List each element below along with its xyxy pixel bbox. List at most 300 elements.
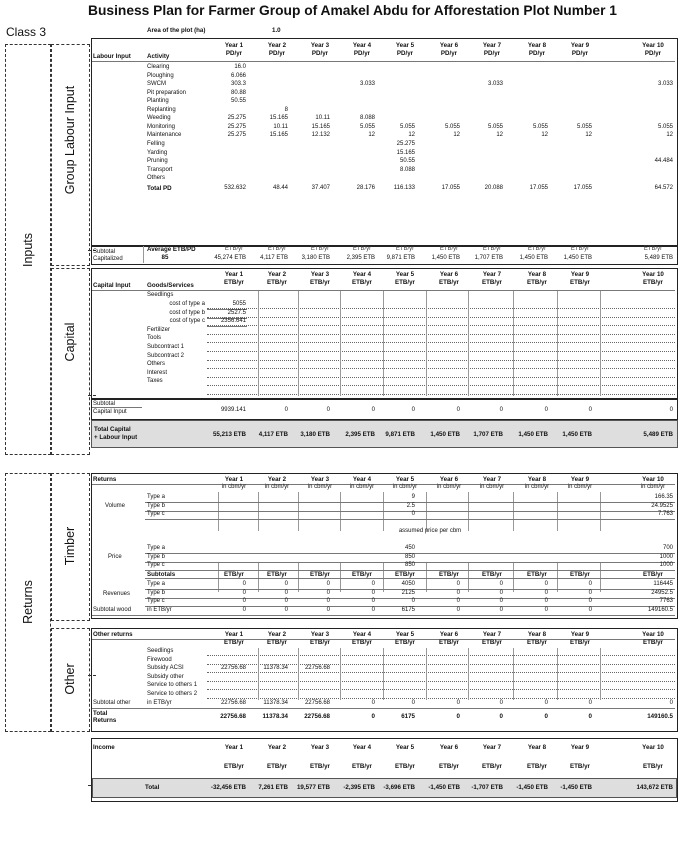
year-header: Year 6 (439, 476, 459, 483)
revenue-value: 0 (499, 598, 503, 604)
year-header: Year 2 (267, 271, 287, 278)
year-header: Year 6 (439, 271, 459, 278)
subtotal-other-value: 22756.68 (220, 699, 246, 706)
page-title: Business Plan for Farmer Group of Amakel Abdu for Afforestation Plot Number 1 (88, 3, 617, 18)
seed-cost-label: cost of type a (169, 301, 205, 307)
unit-label: ETB/yr (310, 638, 330, 646)
year-header: Year 6 (439, 631, 459, 638)
etb-unit: ETB/yr (352, 246, 372, 252)
etb-unit: ETB/yr (267, 571, 287, 578)
labour-value: 3.033 (487, 81, 503, 88)
total-returns-value: 149160.5 (647, 712, 673, 720)
total-returns-value: 0 (371, 712, 375, 720)
price-y10: 1000 (659, 562, 673, 568)
unit-label: in cbm/yr (436, 483, 462, 490)
labour-value: 12 (585, 132, 592, 139)
unit-label: ETB/yr (482, 278, 502, 286)
year-header: Year 5 (395, 744, 415, 751)
capital-subtotal-value: 0 (371, 407, 375, 413)
unit-label: PD/yr (571, 49, 589, 57)
total-returns-value: 22756.68 (220, 712, 246, 720)
revenue-value: 0 (326, 589, 330, 596)
total-returns-value: 0 (544, 712, 548, 720)
revenue-value: 0 (242, 589, 246, 596)
revenue-value: 2125 (401, 589, 415, 596)
subtotal-other-value: 0 (411, 699, 415, 706)
type-label: Type c (147, 511, 165, 517)
price-y5: 850 (404, 562, 415, 568)
revenue-value: 0 (284, 581, 288, 587)
subtotals-label: Subtotals (147, 571, 176, 578)
returns-label: Returns (21, 579, 35, 624)
labour-value: 5.055 (532, 123, 548, 130)
revenue-value: 0 (544, 598, 548, 604)
revenue-value: 0 (242, 581, 246, 587)
total-capital-value: 2,395 ETB (345, 431, 375, 438)
revenue-value: 0 (411, 598, 415, 604)
type-label: Type a (147, 581, 166, 587)
activity-label: Weeding (147, 115, 171, 122)
timber-label: Timber (63, 526, 77, 566)
etb-unit: ETB/yr (310, 571, 330, 578)
year-header: Year 5 (395, 476, 415, 483)
total-returns-label: Total (93, 709, 108, 717)
other-row-label: Service to others 1 (147, 682, 198, 689)
other-row-label: Service to others 2 (147, 691, 198, 697)
total-returns-label: Returns (93, 716, 117, 724)
unit-label: ETB/yr (352, 278, 372, 286)
unit-label: ETB/yr (267, 638, 287, 646)
year-header: Year 2 (267, 476, 287, 483)
activity-label: Clearing (147, 64, 170, 70)
avg-value: 85 (161, 254, 169, 261)
labour-value: 8.088 (359, 115, 375, 122)
volume-y10: 166.35 (654, 494, 673, 500)
unit-label: PD/yr (268, 49, 286, 57)
unit-label: ETB/yr (527, 763, 547, 770)
labour-value: 15.165 (311, 123, 330, 130)
income-total-value: 143,672 ETB (636, 784, 673, 791)
total-returns-value: 0 (456, 712, 460, 720)
year-header: Year 5 (395, 631, 415, 638)
etb-unit: ETB/yr (643, 246, 663, 252)
type-label: Type a (147, 545, 166, 551)
labour-subtotal-value: 3,180 ETB (301, 255, 330, 261)
timber-header: Returns (93, 476, 117, 483)
labour-subtotal-value: 2,395 ETB (346, 255, 375, 261)
labour-value: 5.055 (359, 123, 375, 130)
labour-value: 10.11 (273, 123, 288, 130)
unit-label: PD/yr (311, 49, 329, 57)
capital-subtotal-value: 0 (326, 407, 330, 413)
class-label: Class 3 (6, 25, 47, 39)
revenue-value: 0 (544, 581, 548, 587)
subtotal-wood-value: 0 (588, 607, 592, 613)
etb-unit: ETB/yr (267, 246, 287, 252)
unit-label: PD/yr (353, 49, 371, 57)
activity-header: Activity (147, 53, 170, 60)
total-capital-value: 9,871 ETB (385, 431, 415, 438)
unit-label: PD/yr (440, 49, 458, 57)
year-header: Year 4 (352, 744, 372, 751)
year-header: Year 4 (352, 271, 372, 278)
seedlings-label: Seedlings (147, 292, 174, 298)
etb-unit: ETB/yr (352, 571, 372, 578)
subtotal-wood-value: 149160.5 (647, 607, 673, 613)
subtotal-other-value: 0 (371, 699, 375, 706)
income-total-value: -3,696 ETB (383, 784, 415, 791)
etb-unit: ETB/yr (482, 571, 502, 578)
total-capital-label: Total Capital (94, 426, 131, 433)
year-header: Year 4 (352, 476, 372, 483)
total-capital-value: 1,707 ETB (473, 431, 503, 438)
revenue-value: 0 (371, 589, 375, 596)
year-header: Year 8 (527, 631, 547, 638)
total-pd-value: 28.176 (356, 184, 375, 191)
etb-unit: ETB/yr (224, 246, 244, 252)
revenue-value: 0 (588, 598, 592, 604)
labour-value: 15.165 (269, 132, 288, 139)
subtotal-wood-value: 0 (499, 607, 503, 613)
year-header: Year 8 (527, 42, 547, 49)
unit-label: ETB/yr (643, 278, 663, 286)
total-pd-value: 532.632 (224, 184, 246, 191)
etb-unit: ETB/yr (643, 571, 663, 578)
total-capital-value: 1,450 ETB (518, 431, 548, 438)
year-header: Year 1 (224, 476, 244, 483)
total-capital-value: 1,450 ETB (430, 431, 460, 438)
total-pd-value: 17.055 (529, 184, 548, 191)
unit-label: ETB/yr (482, 638, 502, 646)
volume-y5: 2.5 (406, 502, 415, 509)
labour-value: 16.0 (234, 64, 246, 70)
etb-unit: ETB/yr (224, 571, 244, 578)
labour-value: 10.11 (315, 115, 330, 122)
plot-area-value: 1.0 (272, 27, 281, 34)
total-capital-label: + Labour Input (94, 434, 138, 441)
subtotal-wood-value: 0 (284, 607, 288, 613)
revenue-value: 0 (371, 598, 375, 604)
year-header: Year 3 (310, 476, 330, 483)
type-label: Type b (147, 589, 166, 596)
labour-value: 25.275 (396, 140, 415, 147)
capital-row-label: Fertilizer (147, 326, 171, 333)
capital-subtotal-value: 0 (499, 407, 503, 413)
other-row-label: Firewood (147, 656, 172, 663)
subtotal-wood-value: 0 (456, 607, 460, 613)
total-pd-value: 37.407 (311, 184, 330, 191)
subtotal-other-unit: in ETB/yr (147, 699, 172, 706)
unit-label: in cbm/yr (307, 483, 333, 490)
total-pd-value: 116.133 (393, 184, 415, 191)
subtotal-other-value: 0 (669, 699, 673, 706)
unit-label: ETB/yr (224, 278, 244, 286)
labour-value: 5.055 (399, 123, 415, 130)
subtotal-label: Subtotal (93, 249, 116, 255)
labour-subtotal-value: 45,274 ETB (214, 255, 246, 261)
total-returns-value: 22756.68 (304, 712, 330, 720)
year-header: Year 6 (439, 42, 459, 49)
revenue-value: 0 (371, 581, 375, 587)
unit-label: ETB/yr (527, 278, 547, 286)
year-header: Year 3 (310, 42, 330, 49)
year-header: Year 9 (570, 631, 590, 638)
etb-unit: ETB/yr (439, 571, 459, 578)
type-label: Type c (147, 598, 165, 604)
seed-cost-value: 2356.641 (220, 318, 246, 325)
labour-value: 5.055 (444, 123, 460, 130)
labour-value: 50.55 (230, 98, 246, 105)
capital-subtotal-value: 0 (411, 407, 415, 413)
total-returns-value: 0 (588, 712, 592, 720)
unit-label: PD/yr (483, 49, 501, 57)
revenue-value: 7763 (659, 598, 673, 604)
etb-unit: ETB/yr (527, 571, 547, 578)
labour-value: 3.033 (359, 81, 375, 88)
type-label: Type b (147, 553, 166, 560)
year-header: Year 8 (527, 744, 547, 751)
capital-subtotal-value: 9939.141 (220, 407, 246, 413)
labour-subtotal-value: 1,450 ETB (431, 255, 460, 261)
capital-header: Capital Input (93, 282, 131, 289)
capital-subtotal-label: Subtotal (93, 401, 116, 407)
year-header: Year 9 (570, 42, 590, 49)
total-pd-value: 17.055 (441, 184, 460, 191)
subtotal-other-value: 0 (544, 699, 548, 706)
total-pd-value: 20.088 (484, 184, 503, 191)
price-y5: 850 (404, 553, 415, 560)
type-label: Type b (147, 502, 166, 509)
unit-label: ETB/yr (570, 763, 590, 770)
unit-label: ETB/yr (395, 278, 415, 286)
labour-value: 25.275 (227, 123, 246, 130)
revenue-value: 0 (588, 589, 592, 596)
year-header: Year 7 (482, 271, 502, 278)
year-header: Year 9 (570, 744, 590, 751)
unit-label: ETB/yr (439, 638, 459, 646)
group-labour-label: Group Labour Input (63, 85, 77, 195)
labour-value: 8.088 (399, 166, 415, 173)
year-header: Year 3 (310, 744, 330, 751)
labour-value: 15.165 (269, 115, 288, 122)
year-header: Year 1 (224, 744, 244, 751)
labour-value: 5.055 (487, 123, 503, 130)
avg-label: Average ETB/PD (147, 246, 196, 253)
subtotal-other-value: 0 (456, 699, 460, 706)
subtotal-other-value: 11378.34 (263, 699, 288, 706)
labour-value: 5.055 (657, 123, 673, 130)
year-header: Year 4 (352, 631, 372, 638)
goods-header: Goods/Services (147, 282, 194, 289)
other-value: 22756.68 (304, 665, 330, 672)
price-y10: 700 (662, 545, 673, 551)
unit-label: PD/yr (528, 49, 546, 57)
revenue-value: 0 (544, 589, 548, 596)
year-header: Year 10 (642, 42, 664, 49)
labour-subtotal-value: 9,871 ETB (386, 255, 415, 261)
activity-label: Maintenance (147, 132, 182, 139)
activity-label: Replanting (147, 106, 176, 113)
capital-frame (51, 268, 90, 455)
subtotal-wood-label: Subtotal wood (93, 607, 132, 613)
labour-value: 44.484 (654, 158, 673, 165)
year-header: Year 10 (642, 631, 664, 638)
unit-label: PD/yr (225, 49, 243, 57)
subtotal-wood-value: 0 (371, 607, 375, 613)
capital-row-label: Others (147, 361, 166, 368)
unit-label: ETB/yr (439, 763, 459, 770)
activity-label: Planting (147, 98, 169, 105)
year-header: Year 9 (570, 476, 590, 483)
total-pd-value: 48.44 (272, 184, 288, 191)
revenue-value: 116445 (653, 581, 673, 587)
income-total-value: -32,456 ETB (210, 784, 246, 791)
price-y10: 1000 (659, 553, 673, 560)
labour-value: 6.066 (230, 72, 246, 79)
other-row-label: Subsidy other (147, 673, 184, 680)
unit-label: in cbm/yr (221, 483, 247, 490)
year-header: Year 8 (527, 476, 547, 483)
labour-value: 12.132 (311, 132, 330, 139)
capital-row-label: Subcontract 2 (147, 352, 185, 359)
activity-label: Yarding (147, 149, 168, 156)
unit-label: in cbm/yr (392, 483, 418, 490)
year-header: Year 9 (570, 271, 590, 278)
revenue-value: 0 (284, 598, 288, 604)
inputs-label: Inputs (21, 232, 35, 268)
income-total-value: 19,577 ETB (296, 784, 330, 791)
labour-value: 5.055 (576, 123, 592, 130)
total-capital-value: 5,489 ETB (643, 431, 673, 438)
unit-label: ETB/yr (439, 278, 459, 286)
price-y5: 450 (404, 545, 415, 551)
year-header: Year 7 (482, 42, 502, 49)
revenue-value: 0 (456, 598, 460, 604)
seed-cost-value: 2527.5 (227, 309, 246, 316)
subtotal-other-label: Subtotal other (93, 699, 131, 706)
capital-label: Capital (63, 322, 77, 362)
unit-label: in cbm/yr (479, 483, 505, 490)
total-capital-value: 4,117 ETB (258, 431, 288, 438)
year-header: Year 7 (482, 744, 502, 751)
year-header: Year 1 (224, 631, 244, 638)
year-header: Year 1 (224, 271, 244, 278)
unit-label: ETB/yr (527, 638, 547, 646)
unit-label: ETB/yr (310, 278, 330, 286)
seed-cost-value: 5055 (232, 301, 246, 307)
income-total-value: -1,450 ETB (516, 784, 548, 791)
activity-label: Felling (147, 140, 165, 147)
assumed-price-note: assumed price per cbm (398, 528, 462, 534)
unit-label: ETB/yr (643, 763, 663, 770)
revenue-value: 0 (456, 581, 460, 587)
volume-y5: 0 (411, 511, 415, 517)
labour-subtotal-value: 1,450 ETB (563, 255, 592, 261)
labour-subtotal-value: 5,489 ETB (644, 255, 673, 261)
subtotal-wood-value: 6175 (401, 607, 415, 613)
other-value: 11378.34 (263, 665, 288, 672)
labour-value: 303.3 (230, 81, 246, 88)
etb-unit: ETB/yr (570, 246, 590, 252)
subtotal-wood-value: 0 (544, 607, 548, 613)
income-total-label: Total (145, 784, 160, 791)
total-pd-value: 64.572 (654, 184, 673, 191)
revenue-value: 0 (588, 581, 592, 587)
other-row-label: Subsidy ACSI (147, 665, 184, 672)
other-label: Other (63, 663, 77, 695)
capital-row-label: Subcontract 1 (147, 344, 185, 350)
subtotal-wood-unit: in ETB/yr (147, 607, 172, 613)
activity-label: SWCM (147, 81, 166, 88)
labour-value: 80.88 (230, 89, 246, 96)
year-header: Year 2 (267, 744, 287, 751)
labour-subtotal-value: 4,117 ETB (260, 255, 288, 261)
unit-label: in cbm/yr (567, 483, 593, 490)
year-header: Year 7 (482, 476, 502, 483)
revenue-value: 4050 (401, 581, 415, 587)
unit-label: ETB/yr (570, 638, 590, 646)
unit-label: ETB/yr (352, 763, 372, 770)
income-total-value: -1,450 ETB (428, 784, 460, 791)
income-label: Income (93, 744, 115, 751)
subtotal-wood-value: 0 (326, 607, 330, 613)
year-header: Year 3 (310, 271, 330, 278)
revenue-value: 0 (499, 589, 503, 596)
unit-label: in cbm/yr (349, 483, 375, 490)
other-returns-header: Other returns (93, 631, 133, 638)
year-header: Year 10 (642, 744, 664, 751)
unit-label: ETB/yr (224, 763, 244, 770)
subtotal-other-value: 0 (499, 699, 503, 706)
labour-value: 50.55 (399, 158, 415, 165)
revenue-value: 0 (456, 589, 460, 596)
income-total-value: 7,261 ETB (258, 784, 288, 791)
unit-label: PD/yr (396, 49, 414, 57)
etb-unit: ETB/yr (527, 246, 547, 252)
total-capital-value: 55,213 ETB (212, 431, 246, 438)
year-header: Year 2 (267, 631, 287, 638)
volume-y10: 24.9525 (651, 502, 673, 509)
revenues-label: Revenues (103, 591, 131, 597)
etb-unit: ETB/yr (570, 571, 590, 578)
subtotal-other-value: 0 (588, 699, 592, 706)
capital-subtotal-value: 0 (456, 407, 460, 413)
labour-value: 12 (496, 132, 503, 139)
unit-label: ETB/yr (482, 763, 502, 770)
etb-unit: ETB/yr (310, 246, 330, 252)
unit-label: ETB/yr (352, 638, 372, 646)
unit-label: in cbm/yr (640, 483, 666, 490)
total-pd-label: Total PD (147, 184, 172, 192)
revenue-value: 0 (242, 598, 246, 604)
unit-label: ETB/yr (570, 278, 590, 286)
unit-label: ETB/yr (395, 638, 415, 646)
labour-value: 3.033 (657, 81, 673, 88)
total-returns-value: 0 (499, 712, 503, 720)
revenue-value: 0 (326, 598, 330, 604)
year-header: Year 3 (310, 631, 330, 638)
subtotal-wood-value: 0 (242, 607, 246, 613)
year-header: Year 1 (224, 42, 244, 49)
year-header: Year 5 (395, 42, 415, 49)
year-header: Year 7 (482, 631, 502, 638)
volume-y10: 7.763 (657, 511, 673, 517)
capital-row-label: Tools (147, 335, 162, 342)
year-header: Year 6 (439, 744, 459, 751)
capital-subtotal-label: Capital Input (93, 409, 127, 415)
unit-label: ETB/yr (267, 278, 287, 286)
labour-value: 12 (368, 132, 375, 139)
